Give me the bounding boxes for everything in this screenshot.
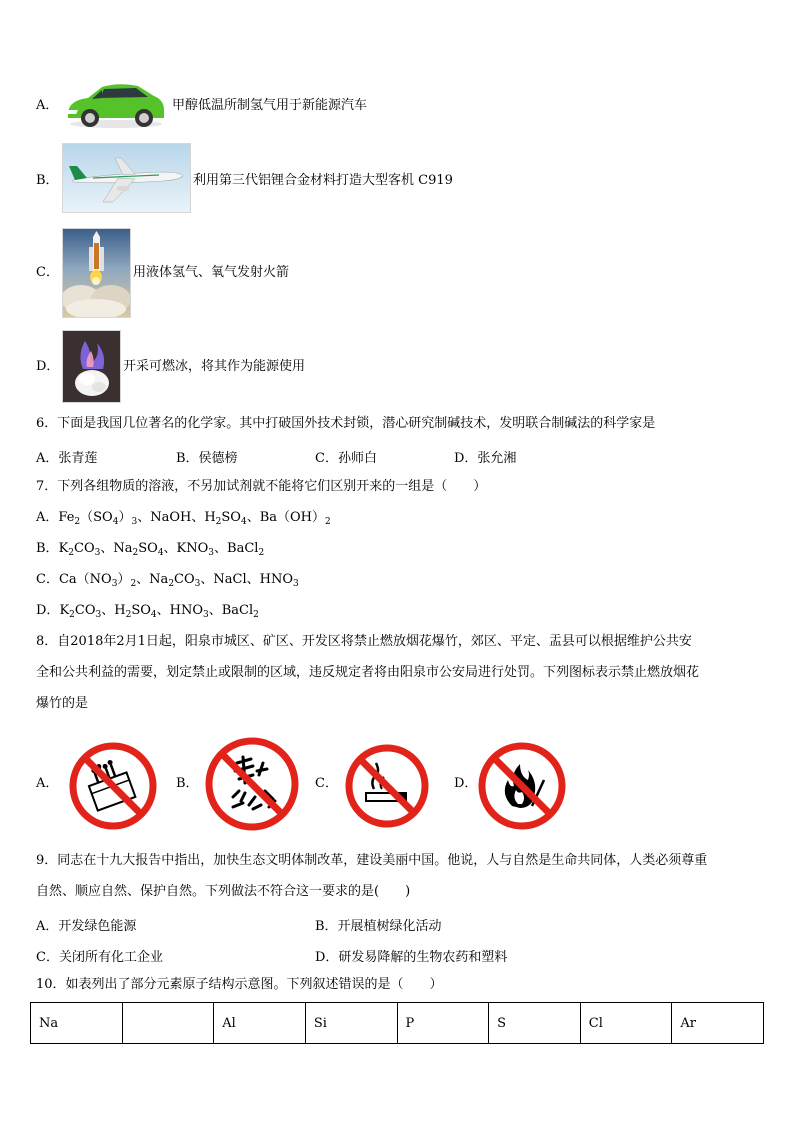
option-formula: $K_2CO_3$、$Na_2SO_4$、$KNO_3$、BaCl$_2$ bbox=[58, 541, 265, 558]
option-letter: B． bbox=[36, 541, 59, 556]
no-fireworks-sign-icon bbox=[203, 735, 301, 837]
q6-option-b: B．侯德榜 bbox=[176, 451, 238, 466]
q6-option-a: A．张青莲 bbox=[36, 451, 98, 466]
table-cell-s: S bbox=[489, 1003, 581, 1044]
q8-stem-line1: 8．自2018年2月1日起，阳泉市城区、矿区、开发区将禁止燃放烟花爆竹，郊区、平定、盂县可以根据维护公共安 bbox=[36, 634, 692, 649]
table-cell-cl: Cl bbox=[580, 1003, 672, 1044]
q6-option-d: D．张允湘 bbox=[454, 451, 517, 466]
q8-option-a-letter: A． bbox=[36, 776, 59, 791]
q7-option-d bbox=[36, 603, 259, 623]
option-formula: $Fe_2(SO_4)_3$、NaOH、$H_2SO_4$、$Ba(OH)_2$ bbox=[58, 510, 331, 527]
option-formula: $Ca(NO_3)_2$、$Na_2CO_3$、NaCl、$HNO_3$ bbox=[58, 572, 299, 589]
q9-stem-line2: 自然、顺应自然、保护自然。下列做法不符合这一要求的是( ) bbox=[36, 884, 411, 899]
option-letter: B． bbox=[36, 173, 59, 188]
q8-stem-line2: 全和公共利益的需要，划定禁止或限制的区域，违反规定者将由阳泉市公安局进行处罚。下列图标表示禁止燃放烟花 bbox=[36, 665, 700, 680]
option-letter: A． bbox=[36, 510, 59, 525]
option-letter: C． bbox=[36, 265, 59, 280]
table-cell-ar: Ar bbox=[672, 1003, 764, 1044]
option-text: 开采可燃冰，将其作为能源使用 bbox=[123, 359, 306, 374]
q8-option-d-letter: D． bbox=[454, 776, 478, 791]
q8-option-b-letter: B． bbox=[176, 776, 199, 791]
table-cell-p: P bbox=[397, 1003, 489, 1044]
table-cell-si: Si bbox=[305, 1003, 397, 1044]
q9-stem-line1: 9．同志在十九大报告中指出，加快生态文明体制改革，建设美丽中国。他说，人与自然是生命共同体，人类必须尊重 bbox=[36, 853, 708, 868]
element-table bbox=[30, 1002, 764, 1044]
q7-stem: 7．下列各组物质的溶液，不另加试剂就不能将它们区别开来的一组是（ ） bbox=[36, 479, 487, 494]
q7-option-c bbox=[36, 572, 299, 592]
q9-option-a: A．开发绿色能源 bbox=[36, 919, 137, 934]
table-cell-na: Na bbox=[31, 1003, 123, 1044]
option-formula: $K_2CO_3$、$H_2SO_4$、$HNO_3$、BaCl$_2$ bbox=[59, 603, 259, 620]
option-text: 甲醇低温所制氢气用于新能源汽车 bbox=[172, 98, 368, 113]
option-letter: D． bbox=[36, 603, 60, 618]
no-smoking-sign-icon bbox=[344, 743, 430, 833]
airplane-image bbox=[62, 143, 191, 213]
q7-option-b bbox=[36, 541, 264, 561]
q10-stem: 10．如表列出了部分元素原子结构示意图。下列叙述错误的是（ ） bbox=[36, 977, 443, 992]
table-cell-empty bbox=[122, 1003, 214, 1044]
no-open-flame-sign-icon bbox=[476, 740, 568, 836]
q8-stem-line3: 爆竹的是 bbox=[36, 696, 89, 711]
option-letter: D． bbox=[36, 359, 60, 374]
q6-stem: 6．下面是我国几位著名的化学家。其中打破国外技术封锁，潜心研究制碱技术，发明联合制碱法的科学家是 bbox=[36, 416, 656, 431]
table-row bbox=[31, 1003, 764, 1044]
option-letter: C． bbox=[36, 572, 59, 587]
option-text: 用液体氢气、氧气发射火箭 bbox=[133, 265, 290, 280]
q8-option-c-letter: C． bbox=[315, 776, 338, 791]
table-cell-al: Al bbox=[214, 1003, 306, 1044]
q9-option-d: D．研发易降解的生物农药和塑料 bbox=[315, 950, 508, 965]
green-car-image bbox=[62, 80, 168, 130]
rocket-launch-image bbox=[62, 228, 131, 318]
q9-option-b: B．开展植树绿化活动 bbox=[315, 919, 442, 934]
q9-option-c: C．关闭所有化工企业 bbox=[36, 950, 163, 965]
option-letter: A． bbox=[36, 98, 59, 113]
no-matches-sign-icon bbox=[67, 740, 159, 836]
option-text: 利用第三代铝锂合金材料打造大型客机 C919 bbox=[193, 173, 453, 188]
q6-option-c: C．孙师白 bbox=[315, 451, 377, 466]
combustible-ice-image bbox=[62, 330, 121, 403]
q7-option-a bbox=[36, 510, 331, 530]
